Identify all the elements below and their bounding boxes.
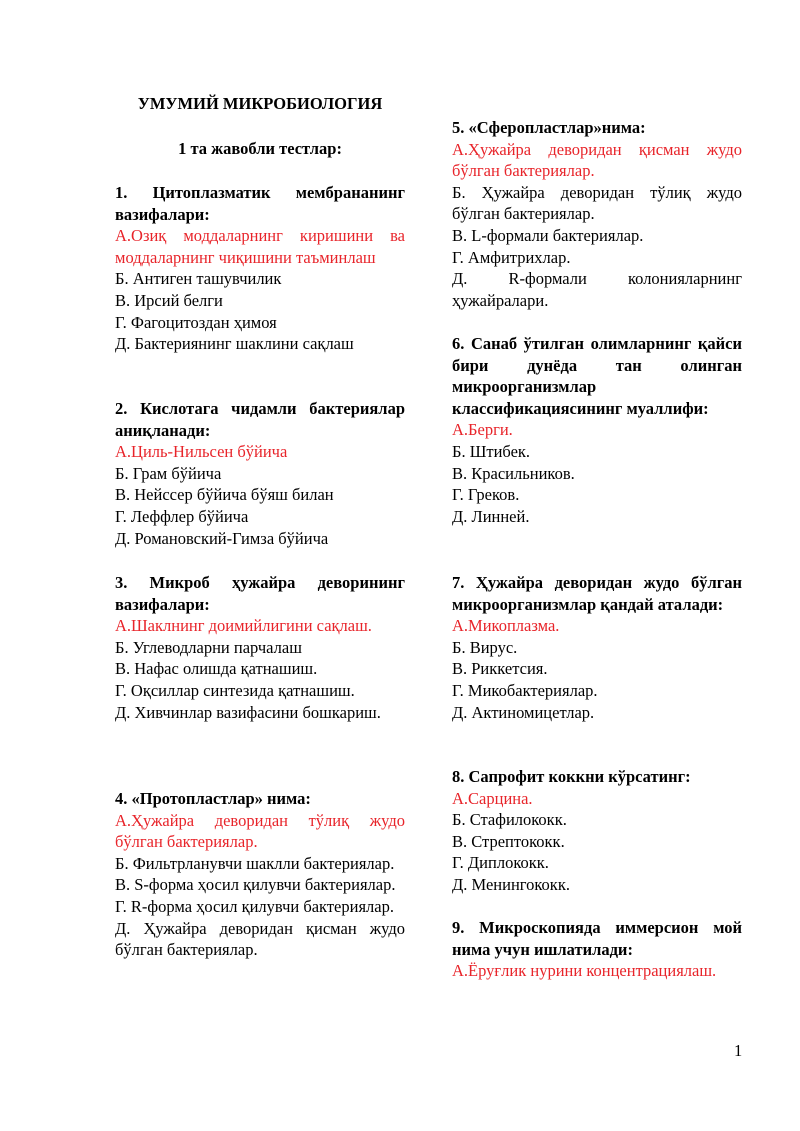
answer-option: Г. R-форма ҳосил қилувчи бактериялар. — [115, 896, 394, 916]
answer-option: Б. Грам бўйича — [115, 463, 222, 483]
answer-option: Б. Вирус. — [452, 637, 518, 657]
answer-option: Д. Линней. — [452, 506, 530, 526]
question-3 — [115, 572, 405, 723]
question-5 — [452, 117, 742, 311]
answer-correct: А.Микоплазма. — [452, 616, 560, 636]
answer-option: Б. Стафилококк. — [452, 810, 567, 830]
answer-option: Г. Амфитрихлар. — [452, 247, 571, 267]
question-text: 3. Микроб ҳужайра деворининг вазифалари: — [115, 573, 405, 614]
answer-option: Б. Антиген ташувчилик — [115, 269, 282, 289]
question-4 — [115, 788, 405, 961]
answer-option: Б. Углеводларни парчалаш — [115, 637, 302, 657]
page-number: 1 — [734, 1041, 743, 1060]
answer-correct: А.Ҳужайра деворидан тўлиқ жудо бўлган бактериялар. — [115, 810, 405, 852]
answer-option: Г. Фагоцитоздан ҳимоя — [115, 312, 277, 332]
answer-option: Д. Актиномицетлар. — [452, 702, 595, 722]
question-text: 4. «Протопластлар» нима: — [115, 789, 311, 808]
answer-option: Г. Микобактериялар. — [452, 680, 598, 700]
answer-option: В. Стрептококк. — [452, 831, 565, 851]
answer-option: В. L-формали бактериялар. — [452, 225, 644, 245]
question-text: 9. Микроскопияда иммерсион мой нима учун ишлатилади: — [452, 918, 742, 959]
answer-correct: А.Ёруғлик нурини концентрациялаш. — [452, 961, 717, 981]
answer-option: Д. Менингококк. — [452, 874, 570, 894]
answer-correct: А.Шаклнинг доимийлигини сақлаш. — [115, 616, 372, 636]
question-text: 1. Цитоплазматик мембрананинг вазифалари: — [115, 183, 405, 224]
question-1 — [115, 182, 405, 355]
question-7 — [452, 572, 742, 723]
answer-option: Г. Диплококк. — [452, 853, 549, 873]
answer-option: Б. Фильтрланувчи шаклли бактериялар. — [115, 853, 395, 873]
question-text: 8. Сапрофит коккни кўрсатинг: — [452, 767, 691, 786]
answer-option: Г. Леффлер бўйича — [115, 506, 249, 526]
answer-correct: А.Циль-Нильсен бўйича — [115, 442, 288, 462]
page-subtitle: 1 та жавобли тестлар: — [178, 139, 342, 158]
question-text: 5. «Сферопластлар»нима: — [452, 118, 646, 137]
answer-option: В. Нейссер бўйича бўяш билан — [115, 485, 334, 505]
answer-correct: А.Сарцина. — [452, 788, 533, 808]
answer-correct: А.Озиқ моддаларнинг киришини ва моддаларнинг чиқишини таъминлаш — [115, 226, 405, 267]
answer-option: Б. Ҳужайра деворидан тўлиқ жудо бўлган бактериялар. — [452, 182, 742, 224]
answer-option: Д. R-формали колонияларнинг ҳужайралари. — [452, 269, 742, 310]
answer-option: Д. Бактериянинг шаклини сақлаш — [115, 334, 354, 354]
question-9 — [452, 917, 742, 982]
answer-option: Б. Штибек. — [452, 441, 531, 461]
question-8 — [452, 766, 742, 896]
answer-option: Д. Хивчинлар вазифасини бошкариш. — [115, 702, 381, 722]
question-6 — [452, 333, 742, 527]
answer-option: В. Нафас олишда қатнашиш. — [115, 659, 318, 679]
answer-option: В. Красильников. — [452, 463, 575, 483]
answer-option: Г. Оқсиллар синтезида қатнашиш. — [115, 680, 355, 700]
question-text: 2. Кислотага чидамли бактериялар аниқланади: — [115, 399, 405, 440]
answer-option: Д. Ҳужайра деворидан қисман жудо бўлган бактериялар. — [115, 918, 405, 960]
page-title: УМУМИЙ МИКРОБИОЛОГИЯ — [137, 94, 383, 113]
answer-option: Д. Романовский-Гимза бўйича — [115, 528, 329, 548]
question-2 — [115, 398, 405, 549]
answer-option: В. Риккетсия. — [452, 659, 548, 679]
answer-correct: А.Ҳужайра деворидан қисман жудо бўлган бактериялар. — [452, 139, 742, 181]
question-text: 6. Санаб ўтилган олимларнинг қайси бири дунёда тан олинган микроорганизмлар классификациясининг муаллифи: — [452, 334, 742, 418]
answer-option: Г. Греков. — [452, 485, 520, 505]
answer-option: В. S-форма ҳосил қилувчи бактериялар. — [115, 875, 396, 895]
question-text: 7. Ҳужайра деворидан жудо бўлган микроорганизмлар қандай аталади: — [452, 573, 742, 614]
answer-correct: А.Берги. — [452, 420, 513, 440]
answer-option: В. Ирсий белги — [115, 290, 223, 310]
